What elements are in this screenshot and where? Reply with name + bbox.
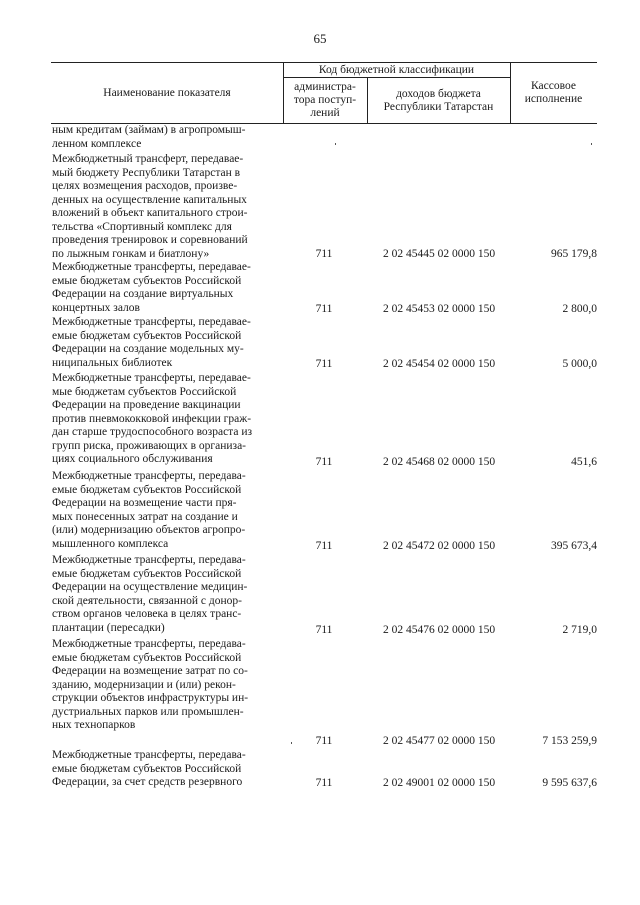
row-budget-code: 2 02 45445 02 0000 150 <box>382 248 496 260</box>
row-name: Межбюджетные трансферты, передава- емые бюджетам субъектов Российской Федерации на возмещение части пря- мых понесенных затрат на создание и (или) модернизацию объектов агропро- мышленного комплекса <box>52 470 246 550</box>
row-admin-code: 711 <box>315 540 333 552</box>
header-amount-col: Кассовое исполнение <box>524 80 583 105</box>
row-name: Межбюджетные трансферты, передавае- мые бюджетам субъектов Российской Федерации на проведение вакцинации против пневмококковой инфекции граж- дан старше трудоспособного возраста из групп риска, проживающих в организа- циях социального обслуживания <box>52 372 253 465</box>
row-budget-code: 2 02 45472 02 0000 150 <box>382 540 496 552</box>
row-amount: 7 153 259,9 <box>542 735 597 747</box>
row-amount: 9 595 637,6 <box>542 777 597 789</box>
row-name: Межбюджетные трансферты, передавае- емые бюджетам субъектов Российской Федерации на создание модельных му- ниципальных библиотек <box>52 316 251 369</box>
row-amount: 395 673,4 <box>551 540 597 552</box>
header-income-col: доходов бюджета Республики Татарстан <box>383 87 494 113</box>
page-number: 65 <box>313 31 327 46</box>
row-name: Межбюджетные трансферты, передава- емые бюджетам субъектов Российской Федерации, за счет средств резервного <box>52 749 246 788</box>
row-amount: 2 800,0 <box>562 303 597 315</box>
row-name: Межбюджетные трансферты, передава- емые бюджетам субъектов Российской Федерации на осуществление медицин- ской деятельности, связанной с донор- ством органов человека в целях транс- плантации (пересадки) <box>52 554 248 634</box>
table-header <box>51 62 597 124</box>
scan-speck <box>291 742 292 744</box>
scan-speck <box>591 143 592 145</box>
row-admin-code: 711 <box>315 624 333 636</box>
row-name: Межбюджетный трансферт, передавае- мый бюджету Республики Татарстан в целях возмещения расходов, произве- денных на осуществление капитальных вложений в объект капитального строи- тельства «Спортивный комплекс для проведения тренировок и соревнований по лыжным гонкам и биатлону» <box>52 153 248 260</box>
row-admin-code: 711 <box>315 777 333 789</box>
row-amount: 2 719,0 <box>562 624 597 636</box>
row-admin-code: 711 <box>315 303 333 315</box>
row-budget-code: 2 02 45476 02 0000 150 <box>382 624 496 636</box>
row-admin-code: 711 <box>315 248 333 260</box>
row-admin-code: 711 <box>315 358 333 370</box>
row-budget-code: 2 02 49001 02 0000 150 <box>382 777 496 789</box>
header-admin-col: администра- тора поступ- лений <box>293 81 357 119</box>
scan-speck <box>335 143 336 145</box>
row-name: Межбюджетные трансферты, передавае- емые бюджетам субъектов Российской Федерации на создание виртуальных концертных залов <box>52 261 251 314</box>
row-amount: 451,6 <box>571 456 597 468</box>
row-budget-code: 2 02 45454 02 0000 150 <box>382 358 496 370</box>
row-admin-code: 711 <box>315 735 333 747</box>
row-name: ным кредитам (займам) в агропромыш- ленном комплексе <box>52 124 246 150</box>
row-admin-code: 711 <box>315 456 333 468</box>
header-name-col: Наименование показателя <box>103 86 231 99</box>
row-name: Межбюджетные трансферты, передава- емые бюджетам субъектов Российской Федерации на возмещение затрат по со- зданию, модернизации и (или) рекон- струкции объектов инфраструктуры ин- дустриальных парков или промышлен- ных технопарков <box>52 638 249 731</box>
row-budget-code: 2 02 45468 02 0000 150 <box>382 456 496 468</box>
row-budget-code: 2 02 45477 02 0000 150 <box>382 735 496 747</box>
row-amount: 965 179,8 <box>551 248 597 260</box>
row-budget-code: 2 02 45453 02 0000 150 <box>382 303 496 315</box>
row-amount: 5 000,0 <box>562 358 597 370</box>
header-code-group: Код бюджетной классификации <box>318 63 475 76</box>
